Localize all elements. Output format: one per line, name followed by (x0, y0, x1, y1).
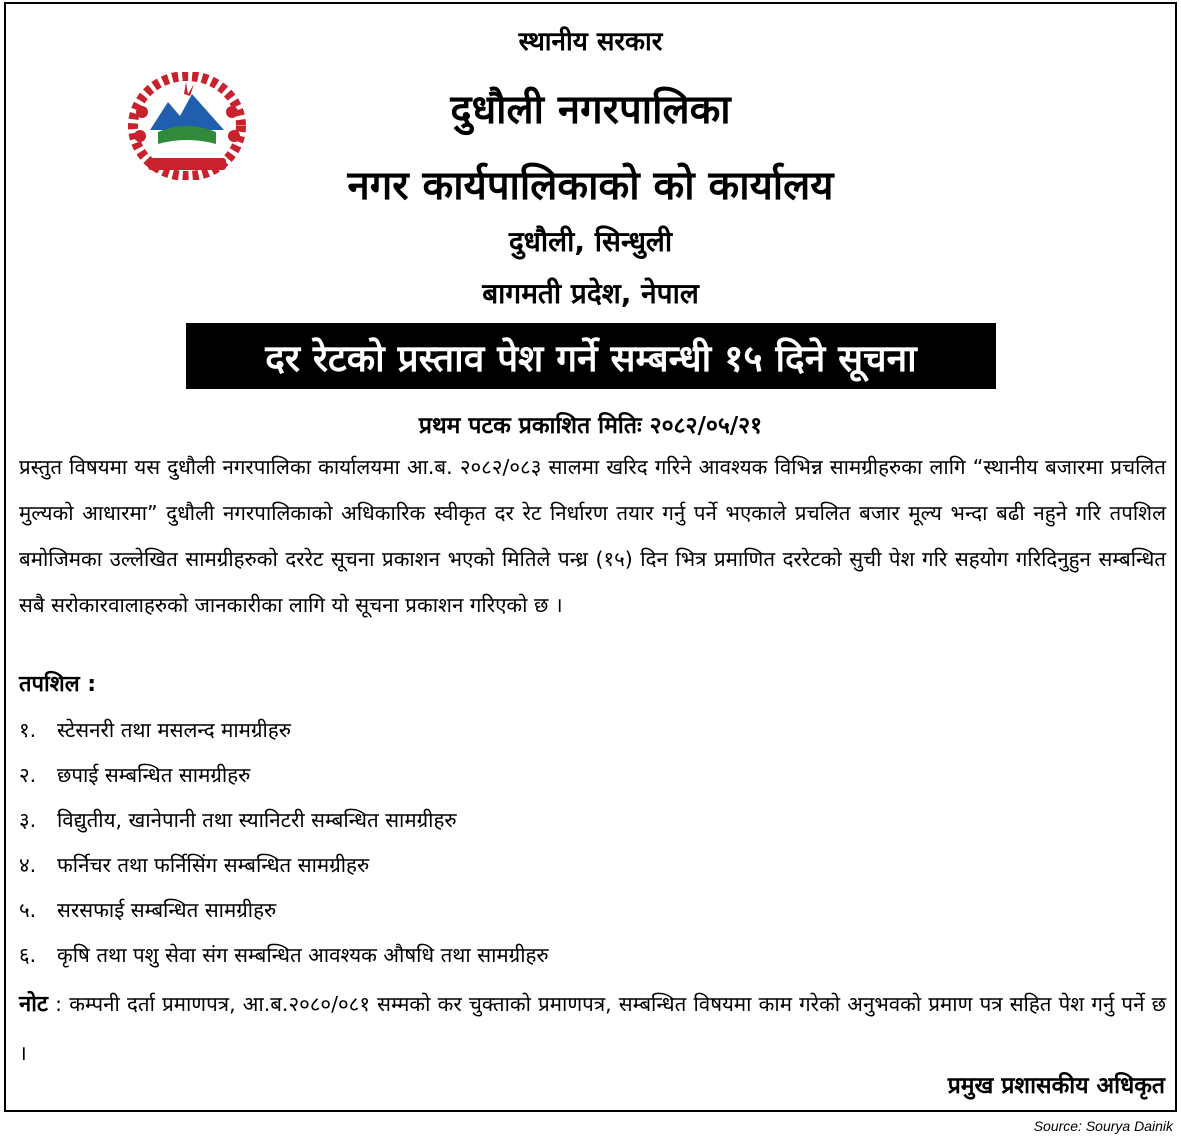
province-line: बागमती प्रदेश, नेपाल (482, 277, 699, 310)
note-text: : कम्पनी दर्ता प्रमाणपत्र, आ.ब.२०८०/०८१ सम्मको कर चुक्ताको प्रमाणपत्र, सम्बन्धित विषयमा काम गरेको अनुभवको प्रमाण पत्र सहित पेश गर्नु पर्ने छ । (19, 992, 1166, 1065)
notice-title-banner (186, 323, 996, 389)
list-item (19, 716, 291, 744)
note-paragraph (19, 980, 1166, 1077)
municipality-name: दुधौली नगरपालिका (450, 87, 731, 133)
list-item-number: ५. (19, 898, 37, 922)
list-item-text: स्टेसनरी तथा मसलन्द मामग्रीहरु (57, 718, 291, 742)
list-item (19, 806, 457, 834)
list-item-text: छपाई सम्बन्धित सामग्रीहरु (57, 763, 251, 787)
notice-title: दर रेटको प्रस्ताव पेश गर्ने सम्बन्धी १५ दिने सूचना (265, 336, 917, 380)
list-item-text: विद्युतीय, खानेपानी तथा स्यानिटरी सम्बन्धित सामग्रीहरु (57, 808, 457, 832)
location-line: दुधौली, सिन्धुली (508, 225, 673, 258)
details-heading: तपशिल : (19, 672, 97, 697)
list-item-text: फर्निचर तथा फर्निसिंग सम्बन्धित सामग्रीहरु (57, 853, 370, 877)
list-item (19, 761, 250, 789)
list-item (19, 851, 369, 879)
note-label: नोट (19, 992, 48, 1017)
list-item (19, 896, 276, 924)
body-paragraph: प्रस्तुत विषयमा यस दुधौली नगरपालिका कार्यालयमा आ.ब. २०८२/०८३ सालमा खरिद गरिने आवश्यक विभिन्न सामग्रीहरुका लागि “स्थानीय बजारमा प्रचलित मुल्यको आधारमा” दुधौली नगरपालिकाको अधिकारिक स्वीकृत दर रेट निर्धारण तयार गर्नु पर्ने भएकाले प्रचलित बजार मूल्य भन्दा बढी नहुने गरि तपशिल बमोजिमका उल्लेखित सामग्रीहरुको दररेट सूचना प्रकाशन भएको मितिले पन्ध्र (१५) दिन भित्र प्रमाणित दररेटको सुची पेश गरि सहयोग गरिदिनुहुन सम्बन्धित सबै सरोकारवालाहरुको जानकारीका लागि यो सूचना प्रकाशन गरिएको छ । (19, 455, 1166, 617)
list-item-number: २. (19, 763, 37, 787)
source-credit: Source: Sourya Dainik (1033, 1118, 1173, 1134)
list-item-number: ६. (19, 943, 37, 967)
list-item (19, 941, 549, 969)
list-item-number: १. (19, 718, 37, 742)
publication-date: प्रथम पटक प्रकाशित मितिः २०८२/०५/२१ (418, 413, 763, 439)
list-item-number: ३. (19, 808, 37, 832)
list-item-number: ४. (19, 853, 37, 877)
list-item-text: सरसफाई सम्बन्धित सामग्रीहरु (57, 898, 277, 922)
list-item-text: कृषि तथा पशु सेवा संग सम्बन्धित आवश्यक औषधि तथा सामग्रीहरु (57, 943, 549, 967)
office-name: नगर कार्यपालिकाको को कार्यालय (347, 163, 834, 209)
gov-level-heading: स्थानीय सरकार (518, 27, 663, 57)
signature-title: प्रमुख प्रशासकीय अधिकृत (947, 1073, 1165, 1099)
